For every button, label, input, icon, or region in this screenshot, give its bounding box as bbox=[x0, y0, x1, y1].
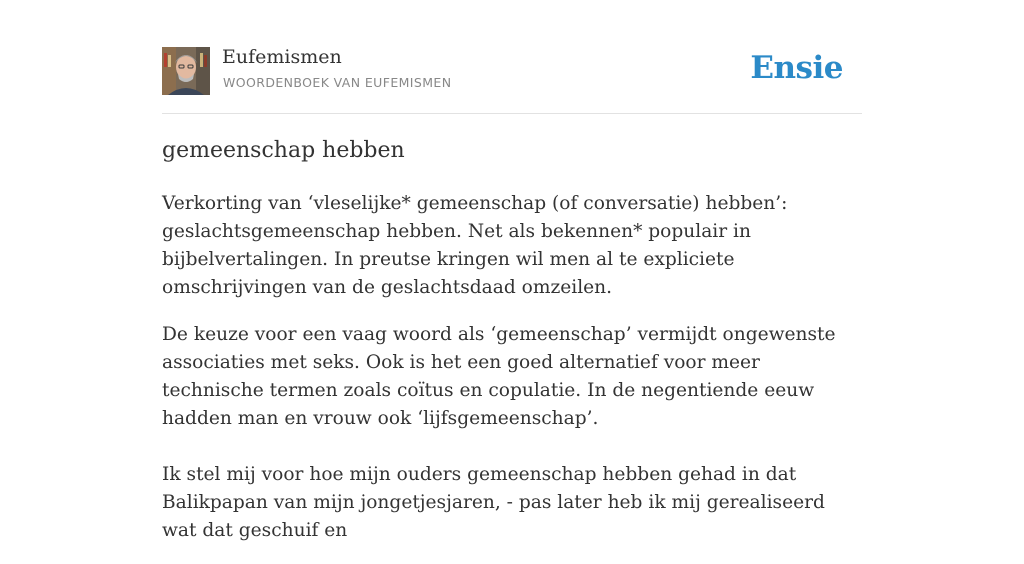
entry-paragraph-2: De keuze voor een vaag woord als ‘gemeenschap’ vermijdt ongewenste associaties met seks. Ook is het een goed alternatief voor meer technische termen zoals coïtus en copulatie. In de negentiende eeuw hadden man en vrouw ook ‘lijfsgemeenschap’. bbox=[162, 324, 836, 429]
author-subtitle[interactable]: WOORDENBOEK VAN EUFEMISMEN bbox=[223, 75, 452, 90]
author-avatar-icon bbox=[162, 47, 210, 95]
entry-paragraph-3: Ik stel mij voor hoe mijn ouders gemeenschap hebben gehad in dat Balikpapan van mijn jongetjesjaren, - pas later heb ik mij gerealiseerd wat dat geschuif en bbox=[162, 464, 825, 541]
entry-body bbox=[162, 190, 862, 564]
author-name[interactable]: Eufemismen bbox=[222, 46, 342, 68]
entry-paragraph-1: Verkorting van ‘vleselijke* gemeenschap (of conversatie) hebben’: geslachtsgemeenschap hebben. Net als bekennen* populair in bijbelvertalingen. In preutse kringen wil men al te expliciete omschrijvingen van de geslachtsdaad omzeilen. bbox=[162, 193, 788, 298]
ensie-logo[interactable]: Ensie bbox=[750, 50, 843, 86]
entry-title: gemeenschap hebben bbox=[162, 138, 405, 163]
page-container bbox=[162, 0, 862, 541]
author-avatar[interactable] bbox=[162, 47, 210, 95]
header bbox=[162, 0, 862, 114]
